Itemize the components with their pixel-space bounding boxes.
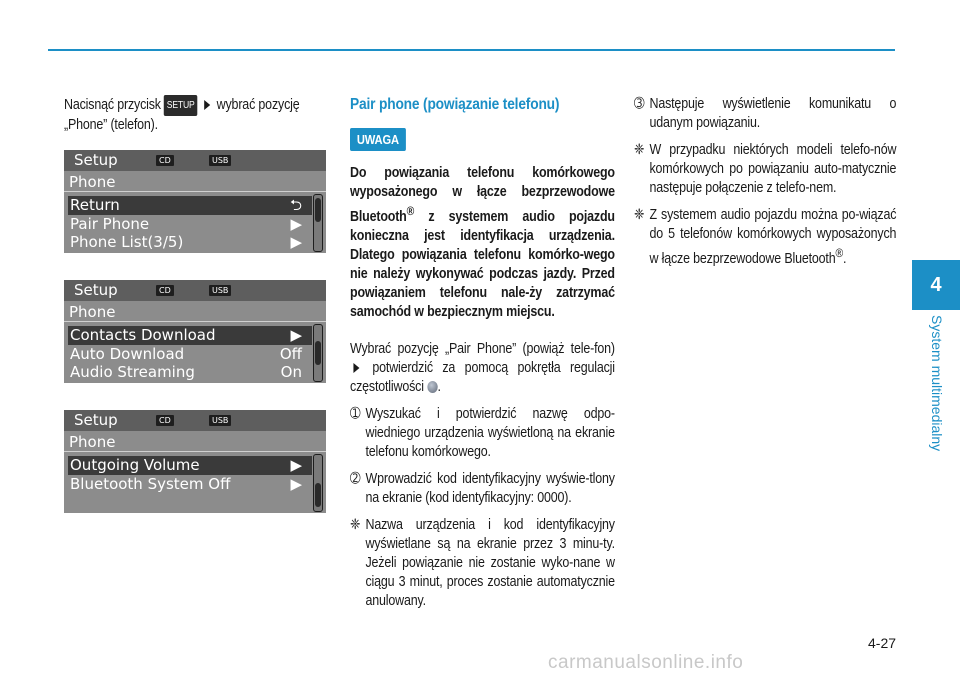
chapter-name-text: System multimedialny <box>929 315 945 452</box>
item-text: Następuje wyświetlenie komunikatu o udanym powiązaniu. <box>649 96 897 131</box>
display-screen-3 <box>64 410 326 513</box>
page-number: 4-27 <box>868 635 897 651</box>
scrollbar-thumb[interactable] <box>315 198 321 222</box>
result-column <box>634 95 896 269</box>
instruction-text: potwierdzić za pomocą pokrętła regulacji częstotliwości <box>350 359 615 395</box>
warning-text-part: Do powiązania telefonu komórkowego wyposażonego w łącze bezprzewodowe Bluetooth <box>350 165 615 225</box>
menu-row-return[interactable] <box>68 196 312 215</box>
usb-badge: USB <box>209 285 231 296</box>
arrow-right-icon <box>204 100 210 110</box>
usb-badge: USB <box>209 415 231 426</box>
menu-row-label: Outgoing Volume <box>70 456 200 474</box>
scrollbar[interactable] <box>313 324 323 382</box>
scrollbar-thumb[interactable] <box>315 483 321 507</box>
item-text <box>649 206 896 269</box>
menu-row-audio-streaming[interactable] <box>68 363 312 382</box>
item-text-part: . <box>842 250 847 267</box>
menu-row-bluetooth-system-off[interactable] <box>68 475 312 494</box>
list-item <box>634 95 896 133</box>
arrow-right-icon: ▶ <box>290 233 302 251</box>
pairing-column <box>350 95 615 611</box>
arrow-right-icon: ▶ <box>290 215 302 233</box>
registered-mark: ® <box>406 204 415 218</box>
list-item <box>350 405 615 462</box>
intro-text-before: Nacisnąć przycisk <box>64 97 161 113</box>
menu-row-label: Phone List(3/5) <box>70 233 184 251</box>
menu-row-label: Bluetooth System Off <box>70 475 231 493</box>
menu-row-outgoing-volume[interactable] <box>68 456 312 475</box>
display-screen-2 <box>64 280 326 383</box>
list-item <box>634 141 896 198</box>
menu-row-label: Audio Streaming <box>70 363 195 381</box>
select-instruction <box>350 340 615 397</box>
menu-row-label: Contacts Download <box>70 326 216 344</box>
item-marker: ➁ <box>350 470 361 487</box>
intro-column <box>64 95 324 135</box>
registered-mark: ® <box>835 246 843 260</box>
menu-row-pair-phone[interactable] <box>68 215 312 234</box>
warning-text <box>350 164 615 322</box>
item-marker: ❈ <box>634 207 645 223</box>
arrow-right-icon <box>353 363 359 373</box>
cd-badge: CD <box>156 285 174 296</box>
divider <box>64 321 326 322</box>
menu-row-label: Pair Phone <box>70 215 150 233</box>
item-marker: ➂ <box>634 96 645 112</box>
tune-knob-icon <box>427 381 437 393</box>
screen-title: Setup <box>74 411 118 429</box>
intro-paragraph <box>64 95 324 135</box>
arrow-right-icon: ▶ <box>290 456 302 474</box>
item-text: Nazwa urządzenia i kod identyfikacyjny wyświetlane są na ekranie przez 3 minu-ty. Jeżeli powiązanie nie zostanie wyko-nane w ciągu 3 minut, proces zostanie automatycznie anulowany. <box>365 516 615 609</box>
menu-row-value: Off <box>279 345 302 363</box>
instruction-text: Wybrać pozycję „Pair Phone” (powiąż tele-fon) <box>350 340 615 357</box>
item-text-part: Z systemem audio pojazdu można po-wiązać do 5 telefonów komórkowych wyposażonych w łącze bezprzewodowe Bluetooth <box>649 207 897 267</box>
top-rule <box>48 49 895 51</box>
list-item <box>634 206 896 269</box>
menu-row-auto-download[interactable] <box>68 345 312 364</box>
arrow-right-icon: ▶ <box>290 475 302 493</box>
menu-row-phone-list[interactable] <box>68 233 312 252</box>
intro-text-after: wybrać pozycję „Phone” (telefon). <box>64 97 300 133</box>
display-screen-1 <box>64 150 326 253</box>
divider <box>64 451 326 452</box>
usb-badge: USB <box>209 155 231 166</box>
watermark: carmanualsonline.info <box>548 652 744 673</box>
menu-row-label: Auto Download <box>70 345 185 363</box>
divider <box>64 191 326 192</box>
warning-text-part: z systemem audio pojazdu konieczna jest identyfikacja urządzenia. Dlatego powiązania telefonu komórko-wego nie należy wykonywać podczas jazdy. Przed powiązaniem telefonu nale-ży zatrzymać samochód w bezpiecznym miejscu. <box>350 208 615 320</box>
screen-title: Setup <box>74 151 118 169</box>
item-text: Wprowadzić kod identyfikacyjny wyświe-tlony na ekranie (kod identyfikacyjny: 0000). <box>365 470 615 506</box>
menu-row-contacts-download[interactable] <box>68 326 312 345</box>
screen-title: Setup <box>74 281 118 299</box>
scrollbar[interactable] <box>313 194 323 252</box>
chapter-name <box>931 315 951 455</box>
scrollbar-thumb[interactable] <box>315 341 321 365</box>
cd-badge: CD <box>156 415 174 426</box>
return-icon: ⮌ <box>289 196 302 214</box>
screen-subtitle: Phone <box>69 173 116 191</box>
item-text: W przypadku niektórych modeli telefo-nów komórkowych po powiązaniu auto-matycznie następuje połączenie z telefo-nem. <box>649 142 897 196</box>
menu-row-label: Return <box>70 196 120 214</box>
item-marker: ❈ <box>350 516 361 533</box>
section-heading: Pair phone (powiązanie telefonu) <box>350 96 560 113</box>
item-marker: ➀ <box>350 405 361 422</box>
scrollbar[interactable] <box>313 454 323 512</box>
cd-badge: CD <box>156 155 174 166</box>
item-marker: ❈ <box>634 142 645 158</box>
setup-key-icon: SETUP <box>164 95 197 116</box>
chapter-number-tab: 4 <box>912 260 960 310</box>
arrow-right-icon: ▶ <box>290 326 302 344</box>
item-text: Wyszukać i potwierdzić nazwę odpo-wiedniego urządzenia wyświetloną na ekranie telefonu komórkowego. <box>365 405 615 460</box>
screen-subtitle: Phone <box>69 433 116 451</box>
warning-badge: UWAGA <box>350 128 406 151</box>
list-item <box>350 516 615 611</box>
menu-row-value: On <box>280 363 302 381</box>
screen-subtitle: Phone <box>69 303 116 321</box>
list-item <box>350 470 615 508</box>
instruction-text: . <box>437 378 441 395</box>
